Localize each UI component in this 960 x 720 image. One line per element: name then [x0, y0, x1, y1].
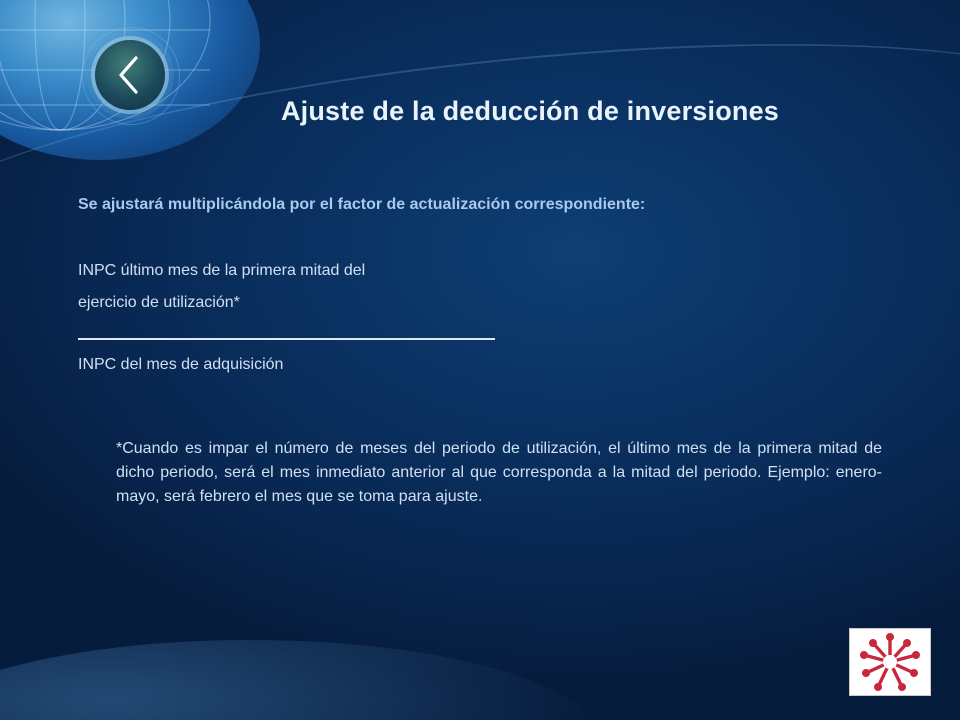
intro-text: Se ajustará multiplicándola por el factor de actualización correspondiente:: [78, 196, 646, 213]
logo-emblem: [850, 629, 930, 695]
formula-numerator-line-1: INPC último mes de la primera mitad del: [78, 262, 366, 279]
formula-denominator: INPC del mes de adquisición: [78, 356, 284, 373]
footnote-text: *Cuando es impar el número de meses del periodo de utilización, el último mes de la primera mitad de dicho periodo, será el mes inmediato anterior al que corresponda a la mitad del periodo. Ejemplo: enero- mayo, será febrero el mes que se toma para ajuste.: [116, 440, 882, 505]
fraction-bar: [78, 338, 495, 340]
wave-decoration: [0, 640, 600, 720]
update-factor-formula: [78, 255, 495, 381]
slide-title: Ajuste de la deducción de inversiones: [280, 96, 780, 126]
institution-logo: [849, 628, 931, 696]
formula-numerator-line-2: ejercicio de utilización*: [78, 294, 240, 311]
